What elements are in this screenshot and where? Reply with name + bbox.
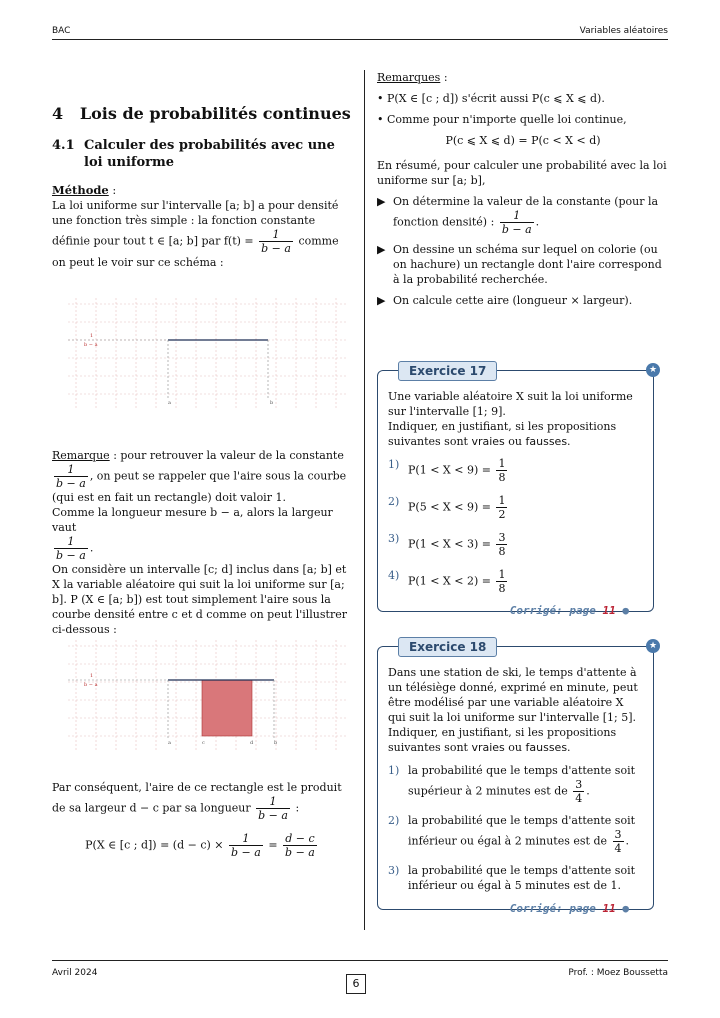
methode-label: Méthode	[52, 183, 109, 197]
area-formula: P(X ∈ [c ; d]) = (d − c) × $\frac{1}{b - a}$ = $\frac{d - c}{b - a}$	[85, 832, 315, 859]
uniform-density-graph	[68, 298, 348, 408]
left-column	[52, 106, 352, 270]
remarques-formula: P(c ⩽ X ⩽ d) = P(c < X < d)	[445, 134, 601, 147]
remarques-label: Remarques	[377, 71, 441, 84]
exercise-18-item: 1) la probabilité que le temps d'attente soit supérieur à 2 minutes est de $\frac{3}{4}$ .	[388, 764, 636, 805]
fraction: $\frac{1}{2}$	[498, 494, 506, 521]
exercise-17-item: 2) P(5 < X < 9) = $\frac{1}{2}$	[388, 494, 506, 521]
probability-area	[202, 680, 252, 736]
remarque-block: Remarque : pour retrouver la valeur de la constante $\frac{1}{b - a}$ , on peut se rappeler que l'aire sous la courbe (qui est en fait un rectangle) doit valoir 1. Comme la longueur mesure b − a, alors la largeur vaut $\frac{1}{b - a}$ . On considère un intervalle [c; d] inclus dans [a; b] et X la variable aléatoire qui suit la loi uniforme sur [a; b]. P (X ∈ [a; b]) est tout simplement l'aire sous la courbe densité entre c et d comme on peut l'illustrer ci-dessous :	[52, 448, 352, 637]
star-icon: ★	[646, 363, 660, 377]
page-number: 6	[346, 974, 366, 994]
exercise-17-intro: Une variable aléatoire X suit la loi uniforme sur l'intervalle [1; 9].	[388, 390, 633, 418]
exercise-17-title: Exercice 17	[398, 361, 497, 381]
resume-text: En résumé, pour calculer une probabilité avec la loi uniforme sur [a; b],	[377, 159, 667, 187]
exercise-17-item: 3) P(1 < X < 3) = $\frac{3}{8}$	[388, 531, 506, 558]
graph1-xlabel-a: a	[168, 400, 171, 406]
section-title: 4 Lois de probabilités continues	[52, 104, 351, 123]
header-right: Variables aléatoires	[579, 26, 668, 36]
header-left: BAC	[52, 26, 71, 36]
graph2-ylabel-num: 1	[90, 673, 94, 679]
column-separator	[364, 70, 365, 930]
remarques-block: Remarques : • P(X ∈ [c ; d]) s'écrit aussi P(c ⩽ X ⩽ d). • Comme pour n'importe quelle loi continue, P(c ⩽ X ⩽ d) = P(c < X < d) En résumé, pour calculer une probabilité avec la loi uniforme sur [a; b], ▶ On détermine la valeur de la constante (pour la fonction densité) : $\frac{1}{b - a}$ . ▶ On dessine un schéma sur lequel on colorie (ou on hachure) un rectangle dont l'aire correspond à la probabilité recherchée. ▶ On calcule cette aire (longueur × largeur).	[377, 70, 669, 308]
footer-date: Avril 2024	[52, 968, 98, 978]
graph1-ylabel-den: b − a	[84, 342, 98, 348]
exercise-18-intro: Dans une station de ski, le temps d'attente à un télésiège donné, exprimé en minute, peut être modélisé par une variable aléatoire X qui suit la loi uniforme sur l'intervalle [1; 5].	[388, 666, 638, 724]
footer-author: Prof. : Moez Boussetta	[568, 968, 668, 978]
methode-fraction: $\frac{1}{b - a}$	[261, 228, 291, 255]
star-icon: ★	[646, 639, 660, 653]
graph1-ylabel-num: 1	[90, 333, 94, 339]
fraction: $\frac{1}{8}$	[498, 568, 506, 595]
methode-text: La loi uniforme sur l'intervalle [a; b] a pour densité une fonction très simple : la fonction constante définie pour tout t ∈ [a; b] par f(t) = $\frac{1}{b - a}$ comme on peut le voir sur ce schéma :	[52, 199, 339, 269]
graph2-xlabel-a: a	[168, 740, 171, 746]
exercise-18-item: 3) la probabilité que le temps d'attente soit inférieur ou égal à 5 minutes est de 1.	[388, 864, 636, 892]
graph2-xlabel-d: d	[250, 740, 254, 746]
exercise-18-items	[388, 763, 643, 893]
remarque-label: Remarque	[52, 449, 110, 462]
exercise-18-item: 2) la probabilité que le temps d'attente soit inférieur ou égal à 2 minutes est de $\frac{3}{4}$ .	[388, 814, 636, 855]
methode-block: Méthode : La loi uniforme sur l'intervalle [a; b] a pour densité une fonction très simple : la fonction constante définie pour tout t ∈ [a; b] par f(t) = $\frac{1}{b - a}$ comme on peut le voir sur ce schéma :	[52, 183, 352, 270]
exercise-18-box: Exercice 18 ★ Dans une station de ski, le temps d'attente à un télésiège donné, exprimé en minute, peut être modélisé par une variable aléatoire X qui suit la loi uniforme sur l'intervalle [1; 5]. Indiquer, en justifiant, si les propositions suivantes sont vraies ou fausses. 1) la probabilité que le temps d'attente soit supérieur à 2 minutes est de $\frac{3}{4}$ . 2) la probabilité que le temps d'attente soit inférieur ou égal à 2 minutes est de $\frac{3}{4}$ . 3) la probabilité que le temps d'attente soit inférieur ou égal à 5 minutes est de 1. Corrigé: page 11 ●	[377, 646, 654, 910]
exercise-18-corrige[interactable]: Corrigé: page 11 ●	[509, 902, 629, 915]
graph2-xlabel-b: b	[274, 740, 278, 746]
footer-rule	[52, 960, 668, 961]
exercise-17-corrige[interactable]: Corrigé: page 11 ●	[509, 604, 629, 617]
fraction: $\frac{3}{8}$	[498, 531, 506, 558]
header-rule	[52, 39, 668, 40]
exercise-17-item: 1) P(1 < X < 9) = $\frac{1}{8}$	[388, 457, 506, 484]
graph2-ylabel-den: b − a	[84, 682, 98, 688]
fraction: $\frac{1}{8}$	[498, 457, 506, 484]
exercise-18-title: Exercice 18	[398, 637, 497, 657]
subsection-title: 4.1 Calculer des probabilités avec une loi uniforme	[52, 138, 335, 170]
consequence-block: Par conséquent, l'aire de ce rectangle est le produit de sa largeur d − c par sa longueur $\frac{1}{b - a}$ : P(X ∈ [c ; d]) = (d − c) × $\frac{1}{b - a}$ = $\frac{d - c}{b - a}$	[52, 780, 352, 859]
page-header	[52, 26, 668, 38]
area-probability-graph	[68, 640, 348, 750]
exercise-17-items	[388, 457, 643, 595]
fraction: $\frac{3}{4}$	[614, 828, 622, 855]
fraction: $\frac{3}{4}$	[575, 778, 583, 805]
remarque-p3: On considère un intervalle [c; d] inclus dans [a; b] et X la variable aléatoire qui suit la loi uniforme sur [a; b]. P (X ∈ [a; b]) est tout simplement l'aire sous la courbe densité entre c et d comme on peut l'illustrer ci-dessous :	[52, 563, 347, 636]
exercise-17-item: 4) P(1 < X < 2) = $\frac{1}{8}$	[388, 568, 506, 595]
graph2-xlabel-c: c	[202, 740, 205, 746]
exercise-17-box: Exercice 17 ★ Une variable aléatoire X suit la loi uniforme sur l'intervalle [1; 9]. Indiquer, en justifiant, si les propositions suivantes sont vraies ou fausses. 1) P(1 < X < 9) = $\frac{1}{8}$ 2) P(5 < X < 9) = $\frac{1}{2}$ 3) P(1 < X < 3) = $\frac{3}{8}$ 4) P(1 < X < 2) = $\frac{1}{8}$ Corrigé: page 11 ●	[377, 370, 654, 612]
graph1-xlabel-b: b	[270, 400, 274, 406]
